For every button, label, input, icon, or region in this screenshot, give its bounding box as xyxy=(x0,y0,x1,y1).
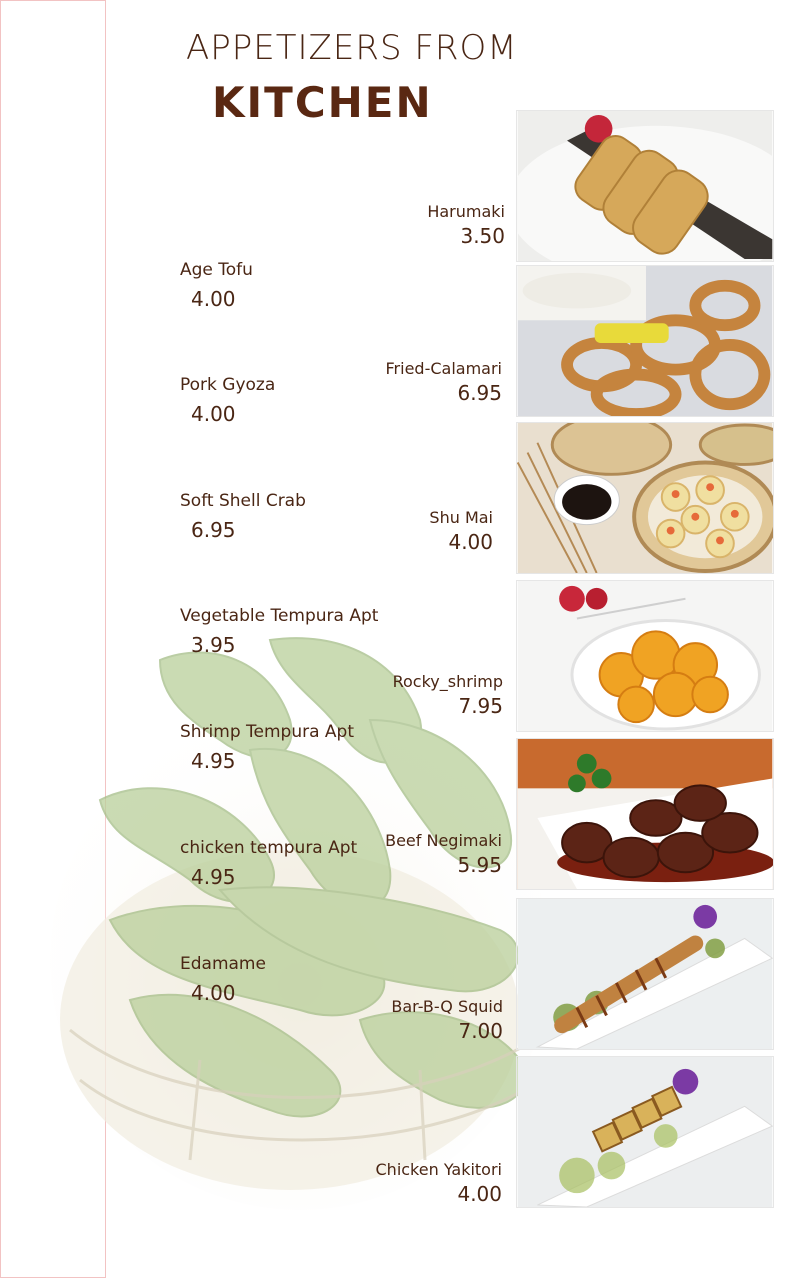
shumai-steamer-photo xyxy=(516,422,774,574)
item-price: 4.00 xyxy=(191,981,236,1005)
menu-item-harumaki xyxy=(427,202,505,248)
item-name: Harumaki xyxy=(427,202,505,221)
item-name: Soft Shell Crab xyxy=(180,491,306,511)
menu-item-soft-shell-crab xyxy=(180,491,306,542)
bbq-squid-photo xyxy=(516,898,774,1050)
item-price: 4.00 xyxy=(191,287,236,311)
menu-item-pork-gyoza xyxy=(180,375,275,426)
item-price: 7.95 xyxy=(458,694,503,718)
item-price: 4.00 xyxy=(457,1182,502,1206)
item-price: 3.95 xyxy=(191,633,236,657)
item-price: 4.00 xyxy=(191,402,236,426)
item-price: 6.95 xyxy=(457,381,502,405)
item-price: 7.00 xyxy=(458,1019,503,1043)
menu-item-fried-calamari xyxy=(386,359,502,405)
item-name: Shrimp Tempura Apt xyxy=(180,722,355,742)
item-price: 3.50 xyxy=(460,224,505,248)
item-name: Beef Negimaki xyxy=(385,831,502,850)
menu-item-rocky-shrimp xyxy=(393,672,503,718)
menu-item-bbq-squid xyxy=(391,997,503,1043)
title-line-1: APPETIZERS FROM xyxy=(186,28,518,68)
menu-item-beef-negimaki xyxy=(385,831,502,877)
menu-item-chicken-yakitori xyxy=(376,1160,503,1206)
item-price: 4.00 xyxy=(448,530,493,554)
item-price: 4.95 xyxy=(191,749,236,773)
item-name: Rocky_shrimp xyxy=(392,672,503,691)
chicken-yakitori-photo xyxy=(516,1056,774,1208)
item-price: 4.95 xyxy=(191,865,236,889)
item-name: Edamame xyxy=(180,954,266,974)
item-name: chicken tempura Apt xyxy=(180,838,358,858)
beef-negimaki-photo xyxy=(516,738,774,890)
menu-item-chicken-tempura xyxy=(180,838,357,889)
item-name: Shu Mai xyxy=(429,508,493,527)
calamari-photo xyxy=(516,265,774,417)
item-name: Pork Gyoza xyxy=(180,375,276,395)
menu-item-edamame xyxy=(180,954,266,1005)
menu-item-shu-mai xyxy=(429,508,493,554)
item-name: Chicken Yakitori xyxy=(375,1160,502,1179)
item-name: Vegetable Tempura Apt xyxy=(180,606,379,626)
item-name: Age Tofu xyxy=(180,260,253,280)
item-name: Bar-B-Q Squid xyxy=(391,997,503,1016)
item-price: 6.95 xyxy=(191,518,236,542)
item-name: Fried-Calamari xyxy=(385,359,502,378)
title-line-2: KITCHEN xyxy=(212,78,433,127)
menu-item-age-tofu xyxy=(180,260,253,311)
spring-rolls-photo xyxy=(516,110,774,262)
item-price: 5.95 xyxy=(457,853,502,877)
menu-item-vegetable-tempura xyxy=(180,606,378,657)
rocky-shrimp-photo xyxy=(516,580,774,732)
menu-item-shrimp-tempura xyxy=(180,722,354,773)
